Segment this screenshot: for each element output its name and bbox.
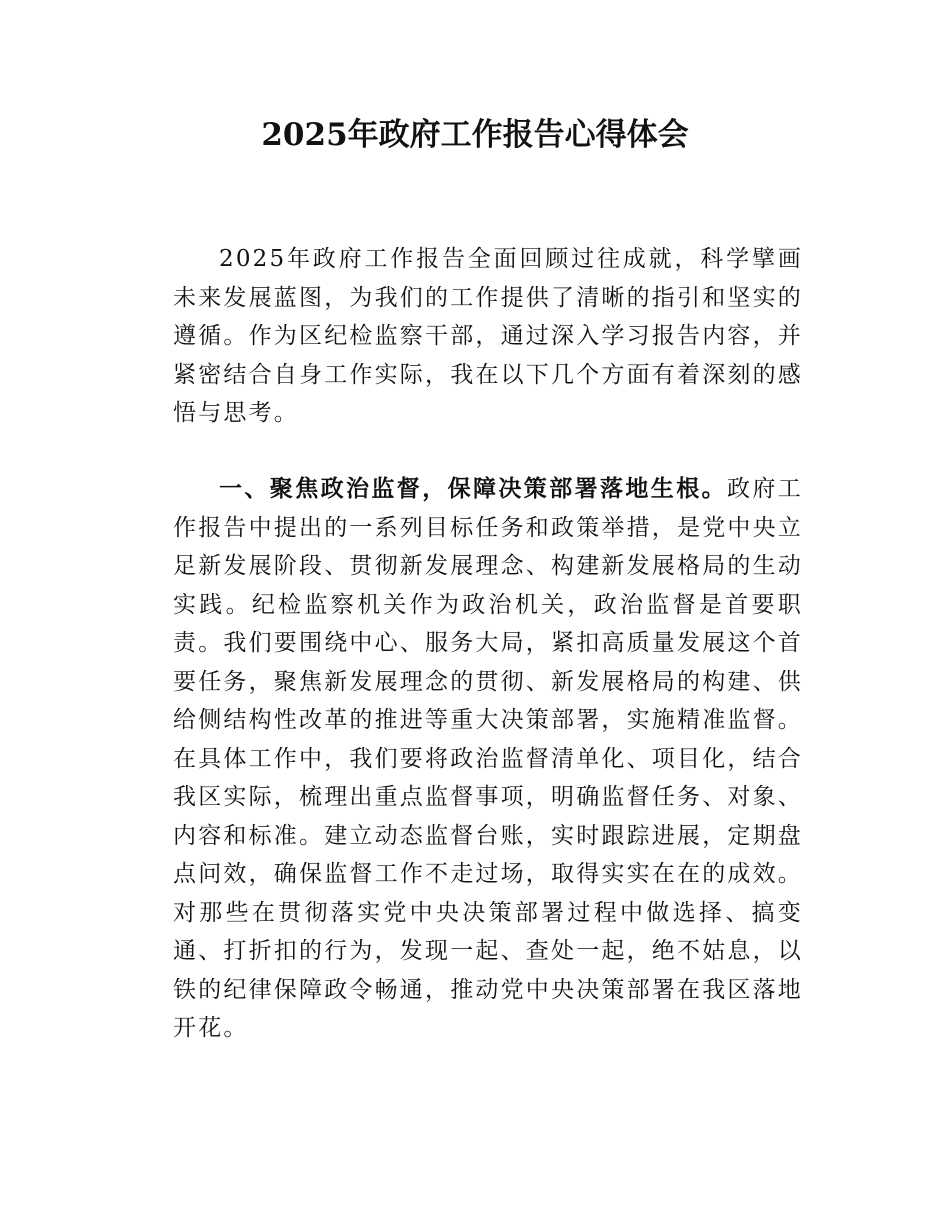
intro-paragraph-text: 2025年政府工作报告全面回顾过往成就，科学擘画未来发展蓝图，为我们的工作提供了清晰的指引和坚实的遵循。作为区纪检监察干部，通过深入学习报告内容，并紧密结合自身工作实际，我在以下几个方面有着深刻的感悟与思考。 [173,246,803,426]
section-1-paragraph [173,470,803,1048]
section-1-body-text: 政府工作报告中提出的一系列目标任务和政策举措，是党中央立足新发展阶段、贯彻新发展理念、构建新发展格局的生动实践。纪检监察机关作为政治机关，政治监督是首要职责。我们要围绕中心、服务大局，紧扣高质量发展这个首要任务，聚焦新发展理念的贯彻、新发展格局的构建、供给侧结构性改革的推进等重大决策部署，实施精准监督。在具体工作中，我们要将政治监督清单化、项目化，结合我区实际，梳理出重点监督事项，明确监督任务、对象、内容和标准。建立动态监督台账，实时跟踪进展，定期盘点问效，确保监督工作不走过场，取得实实在在的成效。对那些在贯彻落实党中央决策部署过程中做选择、搞变通、打折扣的行为，发现一起、查处一起，绝不姑息，以铁的纪律保障政令畅通，推动党中央决策部署在我区落地开花。 [173,476,803,1041]
intro-paragraph [173,240,803,433]
section-1-heading: 一、聚焦政治监督，保障决策部署落地生根。 [219,475,727,502]
document-title: 2025年政府工作报告心得体会 [261,117,689,153]
